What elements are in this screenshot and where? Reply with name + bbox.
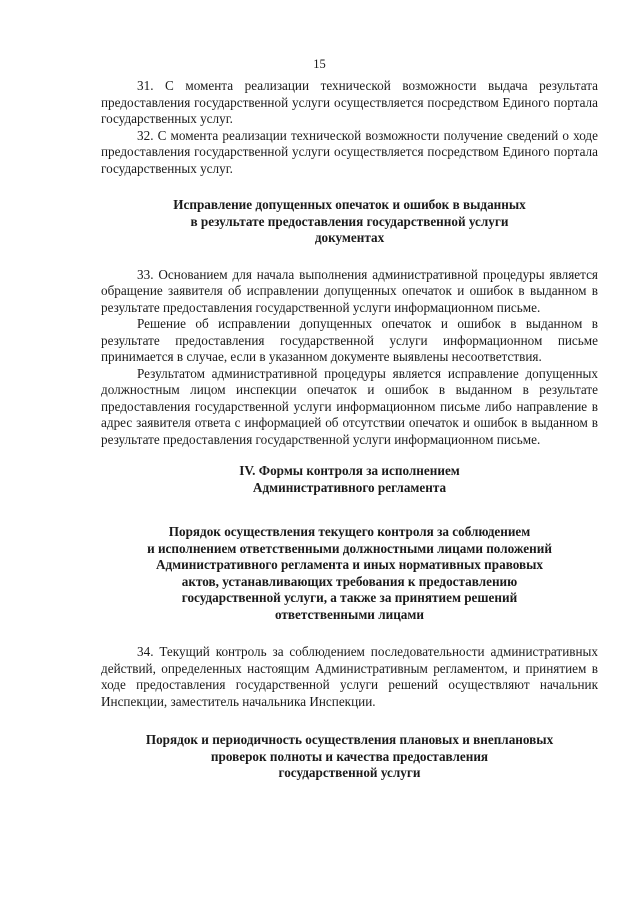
heading-correction-line-3: документах xyxy=(314,230,385,245)
heading-current-control-line-6: ответственными лицами xyxy=(275,606,424,622)
heading-correction-line-2: в результате предоставления государственной услуги xyxy=(190,213,509,229)
heading-current-control-line-4: актов, устанавливающих требования к предоставлению xyxy=(181,573,518,589)
heading-correction-line-1: Исправление допущенных опечаток и ошибок в выданных xyxy=(173,197,526,212)
paragraph-31: 31. С момента реализации технической возможности выдача результата предоставления государственной услуги осуществляется посредством Единого портала государственных услуг. xyxy=(101,78,598,126)
section-heading-line-2: Административного регламента xyxy=(252,479,447,495)
paragraph-34: 34. Текущий контроль за соблюдением последовательности административных действий, определенных настоящим Административным регламентом, и принятием в ходе предоставления государственной услуги решений осуществляют начальник Инспекции, заместитель начальника Инспекции. xyxy=(101,644,598,709)
paragraph-result: Результатом административной процедуры является исправление допущенных должностным лицом инспекции опечаток и ошибок в выданном в результате предоставления государственной услуги информационном письме либо направление в адрес заявителя ответа с информацией об отсутствии опечаток и ошибок в выданном в результате предоставления государственной услуги информационном письме. xyxy=(101,365,598,447)
heading-inspections-line-1: Порядок и периодичность осуществления плановых и внеплановых xyxy=(145,732,554,747)
heading-current-control-line-3: Административного регламента и иных нормативных правовых xyxy=(155,557,544,572)
heading-current-control-line-5: государственной услуги, а также за принятием решений xyxy=(181,590,518,605)
heading-current-control-line-1: Порядок осуществления текущего контроля за соблюдением xyxy=(168,524,531,539)
heading-inspections-line-2: проверок полноты и качества предоставления xyxy=(210,748,489,764)
section-heading-line-1: IV. Формы контроля за исполнением xyxy=(239,463,460,478)
heading-inspections-line-3: государственной услуги xyxy=(278,765,421,780)
paragraph-33: 33. Основанием для начала выполнения административной процедуры является обращение заявителя об исправлении допущенных опечаток и ошибок в выданном в результате предоставления государственной услуги информационном письме. xyxy=(101,266,598,315)
paragraph-decision: Решение об исправлении допущенных опечаток и ошибок в выданном в результате предоставления государственной услуги информационном письме принимается в случае, если в указанном документе выявлены несоответствия. xyxy=(101,316,598,364)
paragraph-32: 32. С момента реализации технической возможности получение сведений о ходе предоставления государственной услуги осуществляется посредством Единого портала государственных услуг. xyxy=(101,127,598,176)
page-number: 15 xyxy=(313,57,326,71)
page-content xyxy=(101,78,598,782)
heading-current-control-line-2: и исполнением ответственными должностными лицами положений xyxy=(147,540,552,556)
